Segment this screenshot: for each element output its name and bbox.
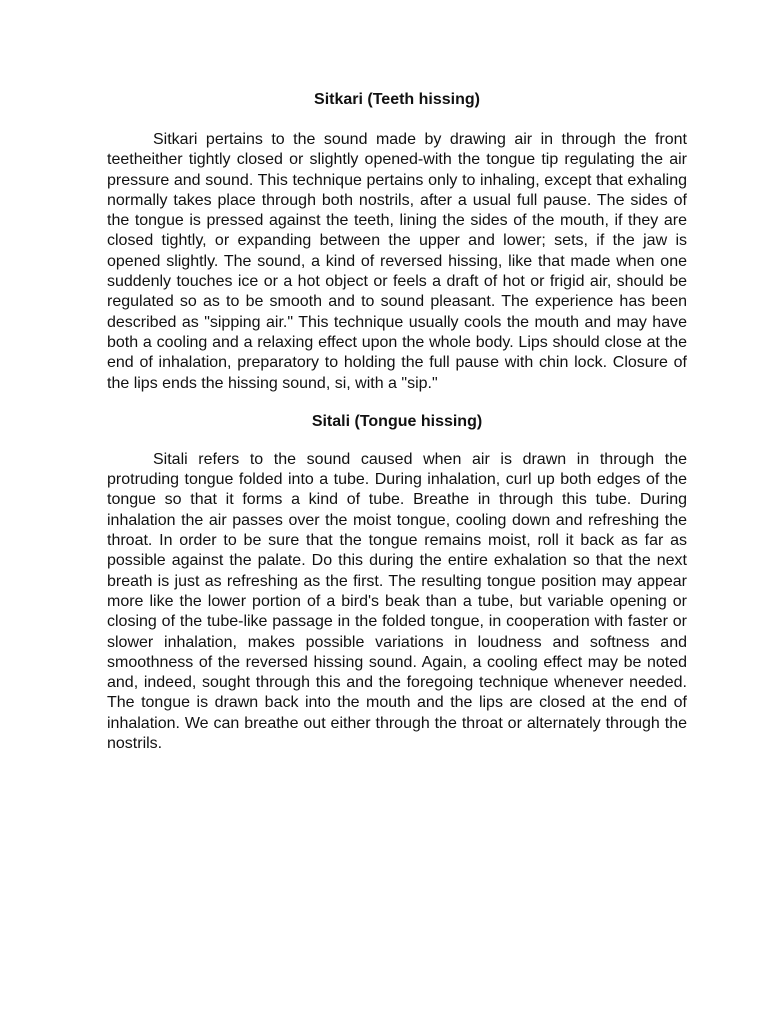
section-heading-sitali: Sitali (Tongue hissing) (311, 412, 483, 430)
section-heading-sitkari: Sitkari (Teeth hissing) (314, 91, 480, 108)
section-body-sitkari: Sitkari pertains to the sound made by drawing air in through the front teetheither tightly closed or slightly opened-with the tongue tip regulating the air pressure and sound. This technique pertains only to inhaling, except that exhaling normally takes place through both nostrils, after a usual full pause. The sides of the tongue is pressed against the teeth, lining the sides of the mouth, if they are closed tightly, or expanding between the upper and lower; sets, if the jaw is opened slightly. The sound, a kind of reversed hissing, like that made when one suddenly touches ice or a hot object or feels a draft of hot or frigid air, should be regulated so as to be smooth and to sound pleasant. The experience has been described as "sipping air." This technique usually cools the mouth and may have both a cooling and a relaxing effect upon the whole body. Lips should close at the end of inhalation, preparatory to holding the full pause with chin lock. Closure of the lips ends the hissing sound, si, with a "sip." (107, 131, 687, 392)
section-body-sitali: Sitali refers to the sound caused when air is drawn in through the protruding tongue folded into a tube. During inhalation, curl up both edges of the tongue so that it forms a kind of tube. Breathe in through this tube. During inhalation the air passes over the moist tongue, cooling down and refreshing the throat. In order to be sure that the tongue remains moist, roll it back as far as possible against the palate. Do this during the entire exhalation so that the next breath is just as refreshing as the first. The resulting tongue position may appear more like the lower portion of a bird's beak than a tube, but variable opening or closing of the tube-like passage in the folded tongue, in cooperation with faster or slower inhalation, makes possible variations in loudness and softness and smoothness of the reversed hissing sound. Again, a cooling effect may be noted and, indeed, sought through this and the foregoing technique whenever needed. The tongue is drawn back into the mouth and the lips are closed at the end of inhalation. We can breathe out either through the throat or alternately through the nostrils. (107, 450, 687, 753)
document-page (107, 90, 687, 754)
